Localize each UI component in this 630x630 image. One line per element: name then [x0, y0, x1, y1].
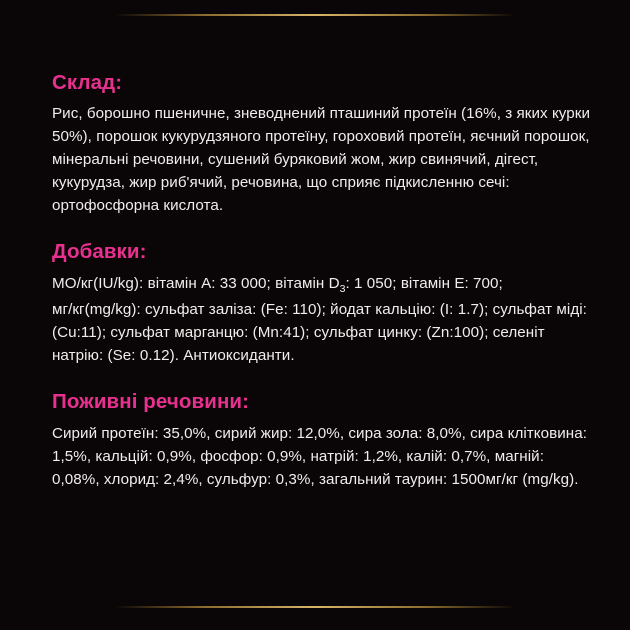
additives-text [52, 272, 590, 367]
section-additives [52, 239, 590, 367]
bottom-divider [115, 606, 515, 608]
additives-line1-subscript: 3 [339, 282, 346, 295]
top-divider [115, 14, 515, 16]
nutrients-heading: Поживні речовини: [52, 389, 250, 413]
section-composition [52, 70, 590, 217]
additives-line1-post: : 1 050; вітамін E: 700; [345, 274, 503, 292]
nutrients-text: Сирий протеїн: 35,0%, сирий жир: 12,0%, сира зола: 8,0%, сира клітковина: 1,5%, кальцій: 0,9%, фосфор: 0,9%, натрій: 1,2%, калій: 0,7%, магній: 0,08%, хлорид: 2,4%, сульфур: 0,3%, загальний таурин: 1500мг/кг (mg/kg). [52, 424, 588, 488]
section-nutrients [52, 389, 590, 491]
composition-text: Рис, борошно пшеничне, зневоднений пташиний протеїн (16%, з яких курки 50%), порошок кукурудзяного протеїну, гороховий протеїн, яєчний порошок, мінеральні речовини, сушений буряковий жом, жир свинячий, дігест, кукурудза, жир риб'ячий, речовина, що сприяє підкисленню сечі: ортофосфорна кислота. [52, 104, 591, 214]
additives-line1-pre: МО/кг(IU/kg): вітамін A: 33 000; вітамін D [52, 274, 340, 292]
composition-heading: Склад: [52, 71, 123, 94]
additives-heading: Добавки: [52, 240, 147, 264]
content-column [52, 70, 590, 491]
additives-line2: мг/кг(mg/kg): сульфат заліза: (Fe: 110); йодат кальцію: (I: 1.7); сульфат міді: (Cu:11); сульфат марганцю: (Mn:41); сульфат цинку: (Zn:100); селеніт натрію: (Se: 0.12). Антиоксиданти. [52, 300, 587, 364]
